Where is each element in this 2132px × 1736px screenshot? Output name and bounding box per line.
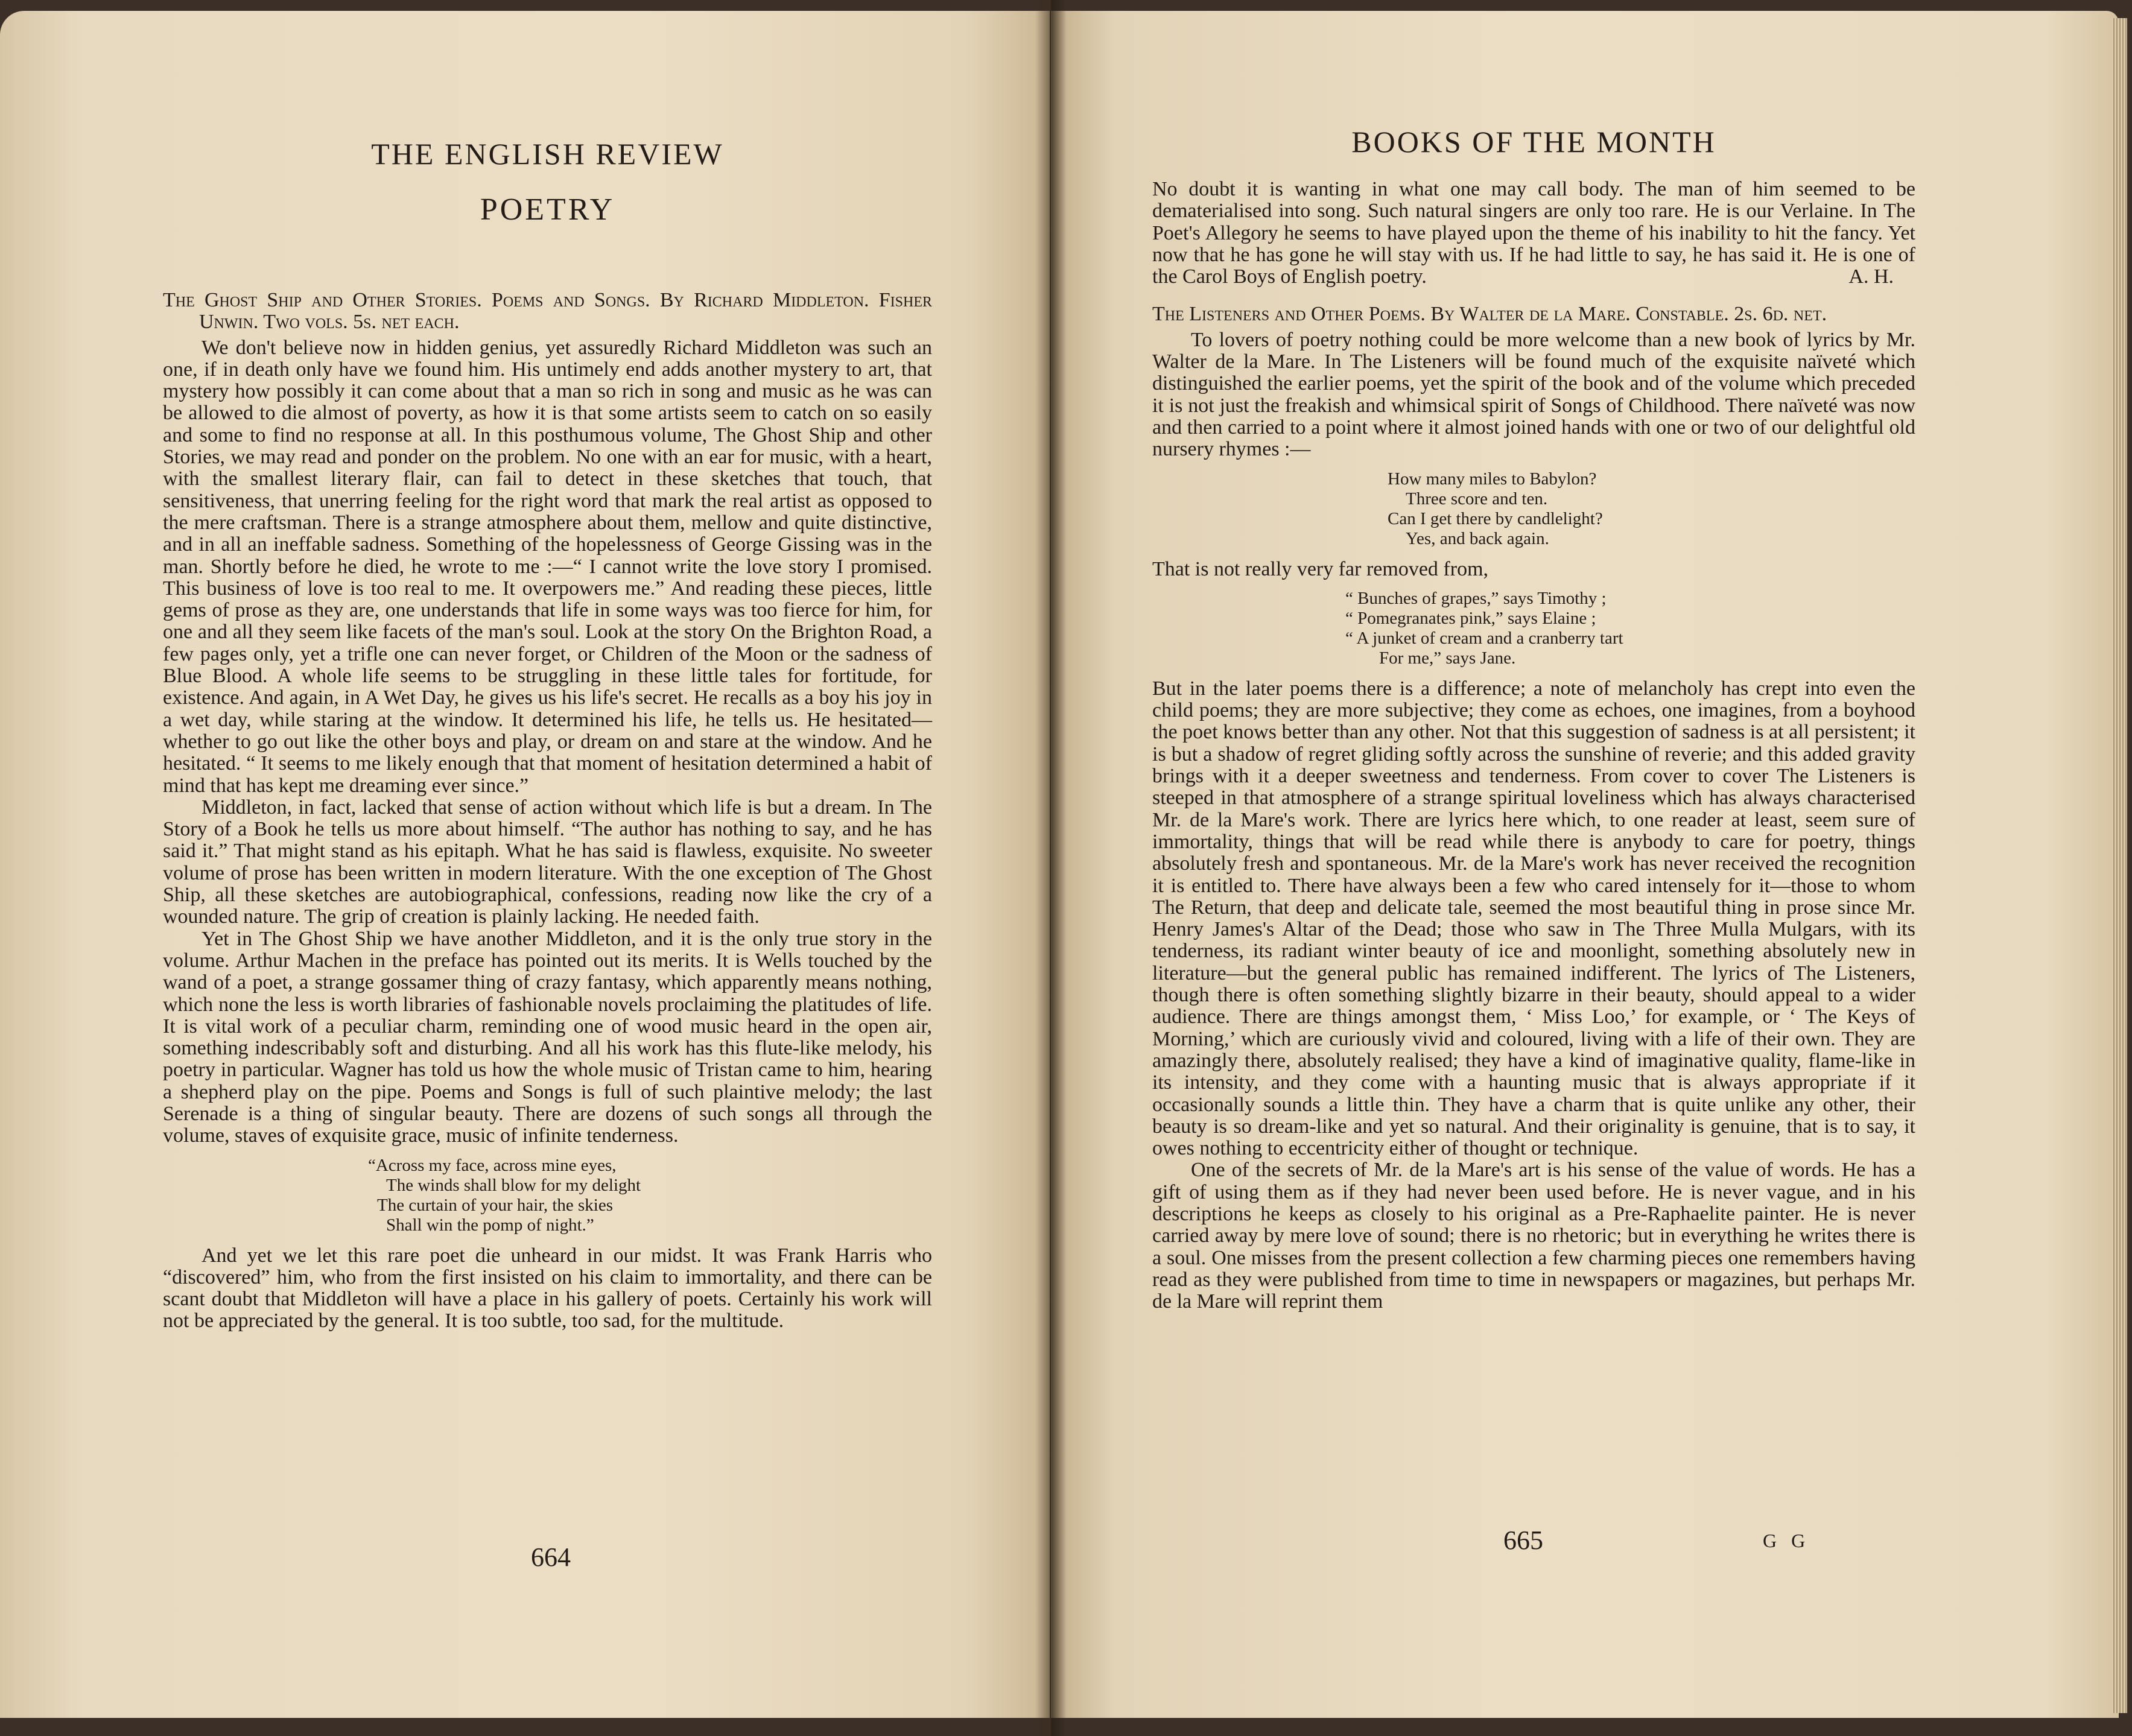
poem-line: “Across my face, across mine eyes, <box>368 1155 617 1175</box>
body-paragraph: But in the later poems there is a difference; a note of melancholy has crept into even the child poems; they are more subjective; they come as echoes, one imagines, from a boyhood the poet knows better than any other. Not that this suggestion of sadness is at all persistent; it is but a shadow of regret gliding softly across the sunshine of reverie; and this added gravity brings with it a deeper sweetness and tenderness. From cover to cover The Listeners is steeped in that atmosphere of a strange spiritual loveliness which has always characterised Mr. de la Mare's work. There are lyrics here which, to one reader at least, seem sure of immortality, things that will be read while there is anybody to care for poetry, things absolutely fresh and spontaneous. Mr. de la Mare's work has never received the recognition it is entitled to. There have always been a few who cared intensely for it—those to whom The Return, that deep and delicate tale, seemed the most beautiful thing in prose since Mr. Henry James's Altar of the Dead; those who saw in The Three Mulla Mulgars, with its tenderness, its radiant winter beauty of ice and moonlight, something absolutely new in literature—but the general public has remained indifferent. The lyrics of The Listeners, though there is often something slightly bizarre in their beauty, should appeal to a wider audience. There are things amongst them, ‘ Miss Loo,’ for example, or ‘ The Keys of Morning,’ which are curiously vivid and coloured, living with a life of their own. They are amazingly there, absolutely realised; they have a kind of imaginative quality, flame-like in its intensity, and they come with a haunting music that is always appropriate if it occasionally sounds a little thin. They have a charm that is quite unlike any other, their beauty is so dream-like and yet so natural. And their originality is genuine, that is to say, it owes nothing to eccentricity either of thought or technique. <box>1152 677 1915 1160</box>
body-paragraph: To lovers of poetry nothing could be more welcome than a new book of lyrics by Mr. Walter de la Mare. In The Listeners will be found much of the exquisite naïveté which distinguished the earlier poems, yet the spirit of the book and of the volume which preceded it is not just the freakish and whimsical spirit of Songs of Childhood. There naïveté was now and then carried to a point where it almost joined hands with one or two of our delightful old nursery rhymes :— <box>1152 328 1915 461</box>
review-byline: By Walter de la Mare. Constable. 2s. 6d. net. <box>1430 303 1827 326</box>
bridge-line: That is not really very far removed from, <box>1152 557 1489 580</box>
poem-line: The curtain of your hair, the skies <box>377 1195 614 1215</box>
book-gutter <box>1035 0 1067 1736</box>
poem-line: “ Pomegranates pink,” says Elaine ; <box>1345 608 1596 628</box>
reviewer-initials: A. H. <box>1848 265 1894 288</box>
running-head-left: THE ENGLISH REVIEW <box>371 137 724 171</box>
page-edges <box>2111 18 2127 1713</box>
review-title: The Listeners and Other Poems. <box>1152 303 1426 326</box>
page-number-left: 664 <box>531 1542 571 1572</box>
poem-line: “ A junket of cream and a cranberry tart <box>1345 628 1623 648</box>
body-paragraph: We don't believe now in hidden genius, yet assuredly Richard Middleton was such an one, if in death only have we found him. His untimely end adds another mystery to art, that mystery how possibly it can come about that a man so rich in song and music as he was can be allowed to die almost of poverty, as how it is that some artists seem to catch on so easily and some to find no response at all. In this posthumous volume, The Ghost Ship and other Stories, we may read and ponder on the problem. No one with an ear for music, with a heart, with the smallest literary flair, can fail to detect in these sketches that touch, that sensitiveness, that unerring feeling for the right word that mark the real artist as opposed to the mere craftsman. There is a strange atmosphere about them, mellow and quite distinctive, and in all an ineffable sadness. Something of the hopelessness of George Gissing was in the man. Shortly before he died, he wrote to me :—“ I cannot write the love story I promised. This business of love is too real to me. It overpowers me.” And reading these pieces, little gems of prose as they are, one understands that life in some ways was too fierce for him, for one and all they seem like facets of the man's soul. Look at the story On the Brighton Road, a few pages only, yet a trifle one can never forget, or Children of the Moon or the sadness of Blue Blood. A whole life seems to be struggling in these little tales for fortitude, for existence. And again, in A Wet Day, he gives us his life's secret. He recalls as a boy his joy in a wet day, while staring at the window. It determined his life, he tells us. He hesitated—whether to go out like the other boys and play, or dream on and stare at the window. And he hesitated. “ It seems to me likely enough that that moment of hesitation determined a habit of mind that has kept me dreaming ever since.” <box>163 336 932 797</box>
poem-line: “ Bunches of grapes,” says Timothy ; <box>1345 588 1607 608</box>
body-paragraph: Yet in The Ghost Ship we have another Middleton, and it is the only true story in the volume. Arthur Machen in the preface has pointed out its merits. It is Wells touched by the wand of a poet, a strange gossamer thing of crazy fantasy, which apparently means nothing, which none the less is worth libraries of fashionable novels proclaiming the platitudes of life. It is vital work of a peculiar charm, reminding one of wood music heard in the open air, something indescribably soft and disturbing. And all his work has this flute-like melody, his poetry in particular. Wagner has told us how the whole music of Tristan came to him, hearing a shepherd play on the pipe. Poems and Songs is full of such plaintive melody; the last Serenade is a thing of singular beauty. There are dozens of such songs all through the volume, staves of exquisite grace, music of infinite tenderness. <box>163 927 932 1147</box>
page-number-right: 665 <box>1503 1525 1543 1555</box>
body-paragraph: One of the secrets of Mr. de la Mare's art is his sense of the value of words. He has a gift of using them as if they had never been used before. He is never vague, and in his descriptions he keeps as closely to his original as a Pre-Raphaelite painter. He is never carried away by mere love of sound; there is no rhetoric; but in everything he writes there is a soul. One misses from the present collection a few charming pieces one remembers having read as they were published from time to time in newspapers or magazines, but perhaps Mr. de la Mare will reprint them <box>1152 1159 1915 1313</box>
poem-timothy <box>1152 589 1915 668</box>
signature-mark: G G <box>1763 1530 1810 1551</box>
running-head-right: BOOKS OF THE MONTH <box>1351 125 1716 159</box>
poem-line: Shall win the pomp of night.” <box>386 1215 594 1235</box>
left-column <box>163 290 932 1332</box>
poem-line: For me,” says Jane. <box>1379 648 1516 668</box>
body-paragraph: Middleton, in fact, lacked that sense of action without which life is but a dream. In The Story of a Book he tells us more about himself. “The author has nothing to say, and he has said it.” That might stand as his epitaph. What he has said is flawless, exquisite. No sweeter volume of prose has been written in modern literature. With the one exception of The Ghost Ship, all these sketches are autobiographical, confessions, reading now like the cry of a wounded nature. The grip of creation is plainly lacking. He needed faith. <box>163 796 932 928</box>
continuation-paragraph <box>1152 179 1915 288</box>
review-heading-de-la-mare <box>1152 303 1915 325</box>
poem-line: Three score and ten. <box>1406 489 1548 508</box>
review-title: The Ghost Ship and Other Stories. Poems and Songs. <box>163 289 650 311</box>
poem-line: Can I get there by candlelight? <box>1388 508 1603 528</box>
poem-babylon <box>1152 469 1915 549</box>
poem-line: Yes, and back again. <box>1406 528 1549 548</box>
left-page <box>0 11 1050 1718</box>
poem-line: The winds shall blow for my delight <box>386 1175 641 1195</box>
poem-line: How many miles to Babylon? <box>1388 469 1597 489</box>
section-title: POETRY <box>480 192 615 227</box>
continuation-text: No doubt it is wanting in what one may call body. The man of him seemed to be dematerialised into song. Such natural singers are only too rare. He is our Verlaine. In The Poet's Allegory he seems to have played upon the theme of his inability to hit the fancy. Yet now that he has gone he will stay with us. If he had little to say, he has said it. He is one of the Carol Boys of English poetry. <box>1152 178 1915 288</box>
review-heading-middleton <box>163 290 932 334</box>
poem-serenade <box>163 1156 932 1235</box>
right-column <box>1152 179 1915 1313</box>
review-byline: By Richard Middleton. Fisher Unwin. Two vols. 5s. net each. <box>199 289 933 334</box>
body-paragraph: And yet we let this rare poet die unheard in our midst. It was Frank Harris who “discovered” him, who from the first insisted on his claim to immortality, and there can be scant doubt that Middleton will have a place in his gallery of poets. Certainly his work will not be appreciated by the general. It is too subtle, too sad, for the multitude. <box>163 1244 932 1332</box>
right-page <box>1051 11 2119 1718</box>
